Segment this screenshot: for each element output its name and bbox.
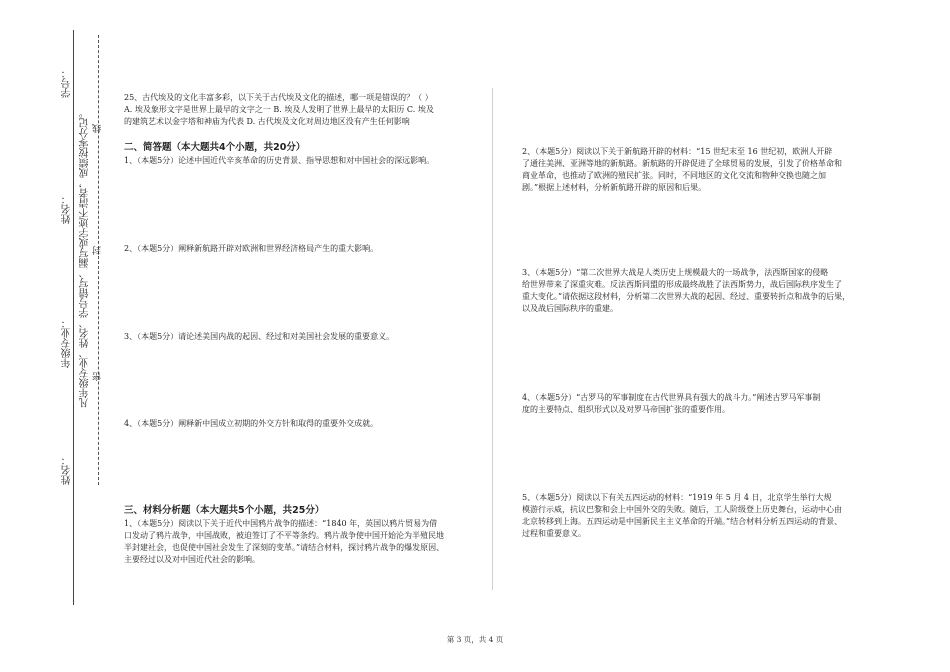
question-25: [124, 92, 484, 128]
binding-notice: 凡年级专业、姓名、学号错写、漏写或字迹不清者，成绩按零分记。: [80, 108, 91, 408]
mq5-line-4: 过程和重要意义。: [522, 529, 586, 538]
material-question-5: [522, 492, 894, 540]
mq3-line-4: 以及战后国际秩序的重建。: [522, 304, 618, 313]
mq3-line-3: 重大变化。”请依据这段材料，分析第二次世界大战的起因、经过、重要转折点和战争的后果，: [522, 292, 851, 301]
mq4-line-1: 4、（本题5分）“古罗马的军事制度在古代世界具有强大的战斗力。”阐述古罗马军事制: [522, 393, 821, 402]
short-question-4: 4、（本题5分）阐释新中国成立初期的外交方针和取得的重要外交成就。: [124, 419, 379, 428]
binding-dashed-line: [98, 35, 99, 485]
q25-stem: 25、古代埃及的文化丰富多彩，以下关于古代埃及文化的描述，哪一项是错误的？（ ）: [124, 93, 433, 102]
material-question-2: [522, 146, 894, 194]
q25-options-ab: A. 埃及象形文字是世界上最早的文字之一 B. 埃及人发明了世界上最早的太阳历 C. 埃及: [124, 105, 434, 114]
q25-options-cd: 的建筑艺术以金字塔和神庙为代表 D. 古代埃及文化对周边地区没有产生任何影响: [124, 117, 410, 126]
mq2-line-3: 商业革命，也推动了欧洲的殖民扩张。同时，不同地区的文化交流和物种交换也随之加: [522, 171, 826, 180]
exam-name-label: 姓名：: [62, 455, 73, 485]
column-divider: [492, 88, 493, 590]
short-question-2: 2、（本题5分）阐释新航路开辟对欧洲和世界经济格局产生的重大影响。: [124, 244, 379, 253]
name-label: 姓名：: [62, 194, 73, 224]
mq1-line-2: 口发动了鸦片战争，中国战败，被迫签订了不平等条约。鸦片战争使中国开始沦为半殖民地: [124, 531, 444, 540]
seal-line-feng: 封: [93, 246, 103, 255]
seal-line-xian: 线: [93, 124, 103, 133]
material-question-4: [522, 392, 894, 416]
section-3-title: 三、材料分析题（本大题共5个小题，共25分）: [124, 505, 325, 516]
student-id-label: 学号：: [62, 68, 73, 98]
mq2-line-2: 了通往美洲、亚洲等地的新航路。新航路的开辟促进了全球贸易的发展，引发了价格革命和: [522, 159, 842, 168]
page-number: 第 3 页，共 4 页: [446, 635, 504, 644]
mq2-line-1: 2、（本题5分）阅读以下关于新航路开辟的材料：“15 世纪末至 16 世纪初，欧洲人开辟: [522, 147, 833, 156]
mq5-line-3: 北京转移到上海。五四运动是中国新民主主义革命的开端。”结合材料分析五四运动的背景、: [522, 517, 843, 526]
mq1-line-4: 主要经过以及对中国近代社会的影响。: [124, 555, 260, 564]
material-question-3: [522, 267, 894, 315]
mq2-line-4: 剧。”根据上述材料，分析新航路开辟的原因和后果。: [522, 183, 707, 192]
section-2-title: 二、简答题（本大题共4个小题，共20分）: [124, 142, 306, 153]
mq3-line-2: 给世界带来了深重灾难。反法西斯同盟的形成最终战胜了法西斯势力，战后国际秩序发生了: [522, 280, 842, 289]
mq1-line-1: 1、（本题5分）阅读以下关于近代中国鸦片战争的描述：“1840 年，英国以鸦片贸易为借: [124, 519, 438, 528]
mq4-line-2: 度的主要特点、组织形式以及对罗马帝国扩张的重要作用。: [522, 405, 730, 414]
material-question-1: [124, 518, 486, 566]
grade-major-label: 年级专业：: [62, 318, 73, 368]
mq3-line-1: 3、（本题5分）“第二次世界大战是人类历史上规模最大的一场战争，法西斯国家的侵略: [522, 268, 829, 277]
short-question-3: 3、（本题5分）请论述美国内战的起因、经过和对美国社会发展的重要意义。: [124, 332, 395, 341]
short-question-1: 1、（本题5分）论述中国近代辛亥革命的历史背景、指导思想和对中国社会的深远影响。: [124, 156, 435, 165]
mq1-line-3: 半封建社会，也促使中国社会发生了深刻的变革。”请结合材料，探讨鸦片战争的爆发原因、: [124, 543, 445, 552]
seal-line-mi: 密: [93, 372, 103, 381]
mq5-line-1: 5、（本题5分）阅读以下有关五四运动的材料：“1919 年 5 月 4 日，北京学生举行大规: [522, 493, 832, 502]
mq5-line-2: 模游行示威，抗议巴黎和会上中国外交的失败。随后，工人阶级登上历史舞台，运动中心由: [522, 505, 842, 514]
